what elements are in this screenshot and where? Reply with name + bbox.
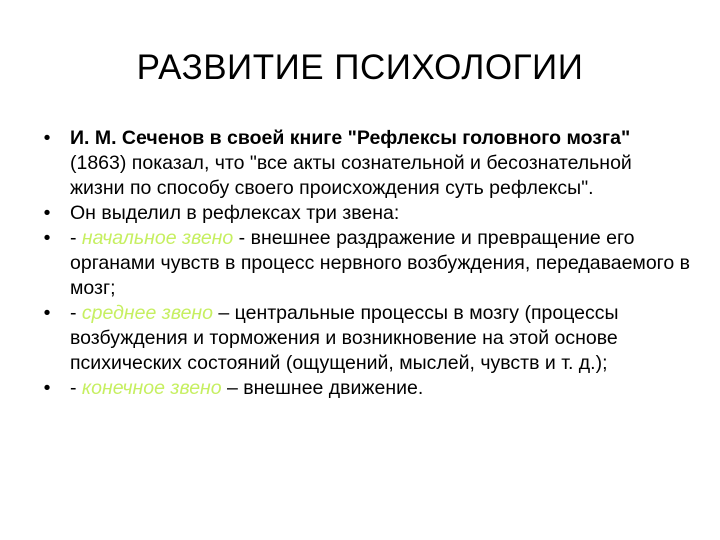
bullet-list: [40, 126, 690, 401]
bullet-bold-text: И. М. Сеченов в своей книге "Рефлексы головного мозга": [70, 127, 631, 149]
bullet-initial-link: [40, 226, 690, 301]
highlight-term: среднее звено: [81, 302, 213, 324]
bullet-text: Он выделил в рефлексах три звена:: [70, 202, 400, 224]
bullet-icon: •: [43, 377, 51, 399]
bullet-icon: •: [43, 302, 51, 324]
highlight-term: начальное звено: [81, 227, 234, 249]
bullet-middle-link: [40, 301, 690, 376]
bullet-text: – центральные процессы в мозгу (процессы возбуждения и торможения и возникновение на этой основе психических состояний (ощущений, мыслей, чувств и т. д.);: [70, 302, 619, 374]
bullet-prefix: -: [70, 302, 82, 324]
bullet-three-links: [40, 201, 690, 226]
bullet-final-link: [40, 376, 690, 401]
bullet-text: – внешнее движение.: [221, 377, 424, 399]
bullet-prefix: -: [70, 377, 82, 399]
bullet-text: - внешнее раздражение и превращение его органами чувств в процесс нервного возбуждения, передаваемого в мозг;: [70, 227, 690, 299]
bullet-icon: •: [43, 127, 51, 149]
bullet-text: (1863) показал, что "все акты сознательной и бесознательной жизни по способу своего происхождения суть рефлексы".: [70, 152, 632, 199]
bullet-icon: •: [43, 202, 51, 224]
bullet-prefix: -: [70, 227, 82, 249]
bullet-sechenov: [40, 126, 690, 201]
slide-title: РАЗВИТИЕ ПСИХОЛОГИИ: [136, 48, 584, 87]
bullet-icon: •: [43, 227, 51, 249]
highlight-term: конечное звено: [81, 377, 222, 399]
